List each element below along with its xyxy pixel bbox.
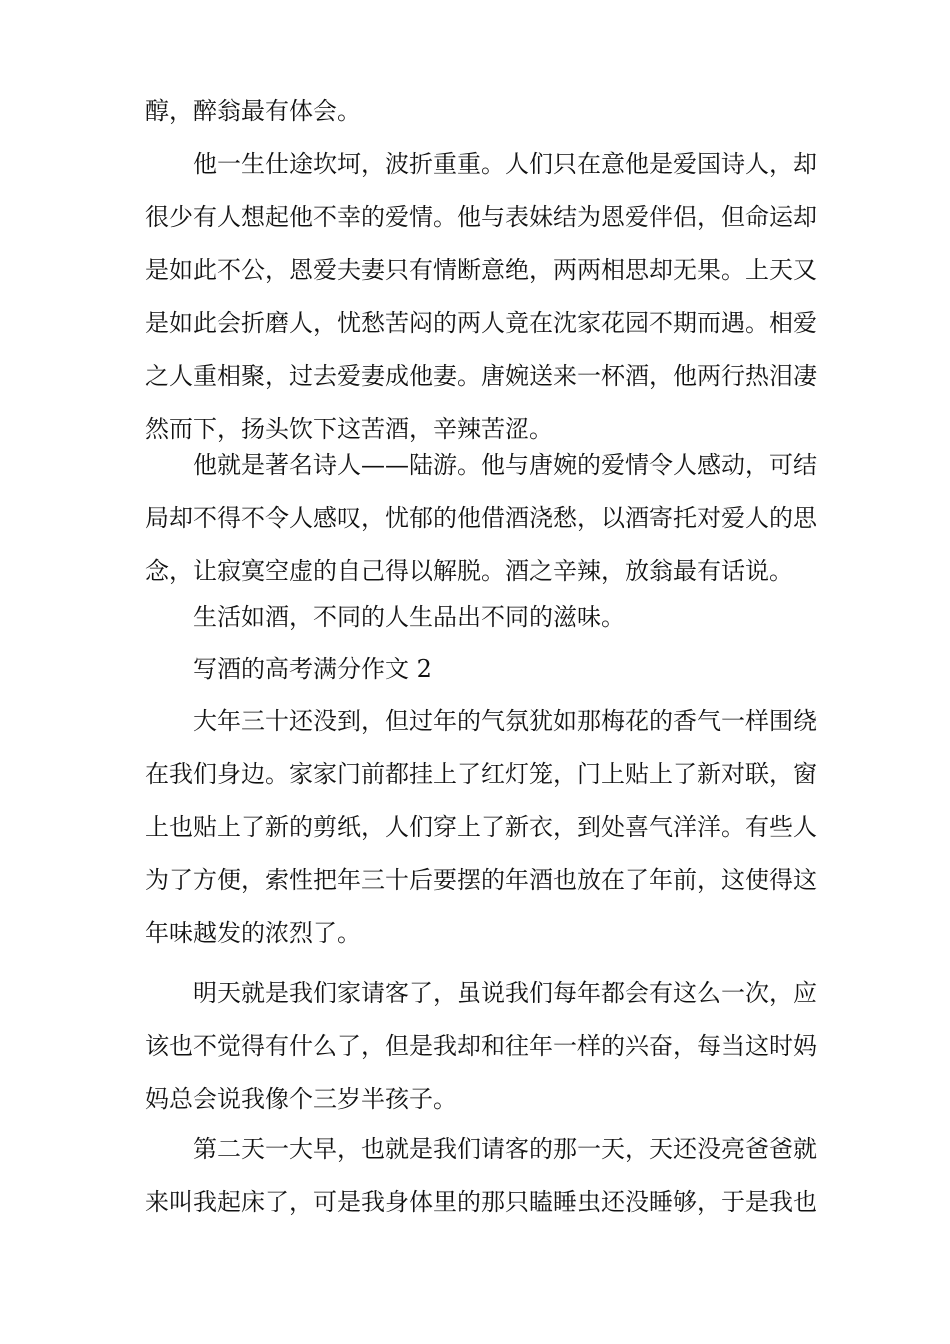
text-line: 年味越发的浓烈了。 [145, 919, 361, 947]
text-line: 之人重相聚，过去爱妻成他妻。唐婉送来一杯酒，他两行热泪凄 [145, 362, 817, 390]
text-line: 念，让寂寞空虚的自己得以解脱。酒之辛辣，放翁最有话说。 [145, 557, 793, 585]
paragraph [145, 695, 825, 960]
text-line: 醇，醉翁最有体会。 [145, 97, 361, 125]
text-line: 上也贴上了新的剪纸，人们穿上了新衣，到处喜气洋洋。有些人 [145, 813, 817, 841]
paragraph [145, 1123, 825, 1229]
paragraph [145, 439, 825, 598]
text-line: 该也不觉得有什么了，但是我却和往年一样的兴奋，每当这时妈 [145, 1032, 817, 1060]
text-line: 局却不得不令人感叹，忧郁的他借酒浇愁，以酒寄托对爱人的思 [145, 504, 817, 532]
text-line: 生活如酒，不同的人生品出不同的滋味。 [193, 603, 625, 631]
text-line: 明天就是我们家请客了，虽说我们每年都会有这么一次，应 [193, 979, 817, 1007]
text-line: 为了方便，索性把年三十后要摆的年酒也放在了年前，这使得这 [145, 866, 817, 894]
text-line: 来叫我起床了，可是我身体里的那只瞌睡虫还没睡够，于是我也 [145, 1188, 817, 1216]
text-line: 妈总会说我像个三岁半孩子。 [145, 1085, 457, 1113]
paragraph [145, 591, 825, 644]
paragraph [145, 138, 825, 456]
text-line: 是如此会折磨人，忧愁苦闷的两人竟在沈家花园不期而遇。相爱 [145, 309, 817, 337]
paragraph-continuation [145, 85, 825, 138]
text-line: 在我们身边。家家门前都挂上了红灯笼，门上贴上了新对联，窗 [145, 760, 817, 788]
heading-line: 写酒的高考满分作文 2 [193, 655, 432, 683]
section-heading [145, 643, 825, 696]
text-line: 是如此不公，恩爱夫妻只有情断意绝，两两相思却无果。上天又 [145, 256, 817, 284]
paragraph [145, 967, 825, 1126]
text-line: 他就是著名诗人——陆游。他与唐婉的爱情令人感动，可结 [193, 451, 817, 479]
text-line: 第二天一大早，也就是我们请客的那一天，天还没亮爸爸就 [193, 1135, 817, 1163]
text-line: 他一生仕途坎坷，波折重重。人们只在意他是爱国诗人，却 [193, 150, 817, 178]
text-line: 很少有人想起他不幸的爱情。他与表妹结为恩爱伴侣，但命运却 [145, 203, 817, 231]
text-line: 大年三十还没到，但过年的气氛犹如那梅花的香气一样围绕 [193, 707, 817, 735]
text-line: 然而下，扬头饮下这苦酒，辛辣苦涩。 [145, 415, 553, 443]
